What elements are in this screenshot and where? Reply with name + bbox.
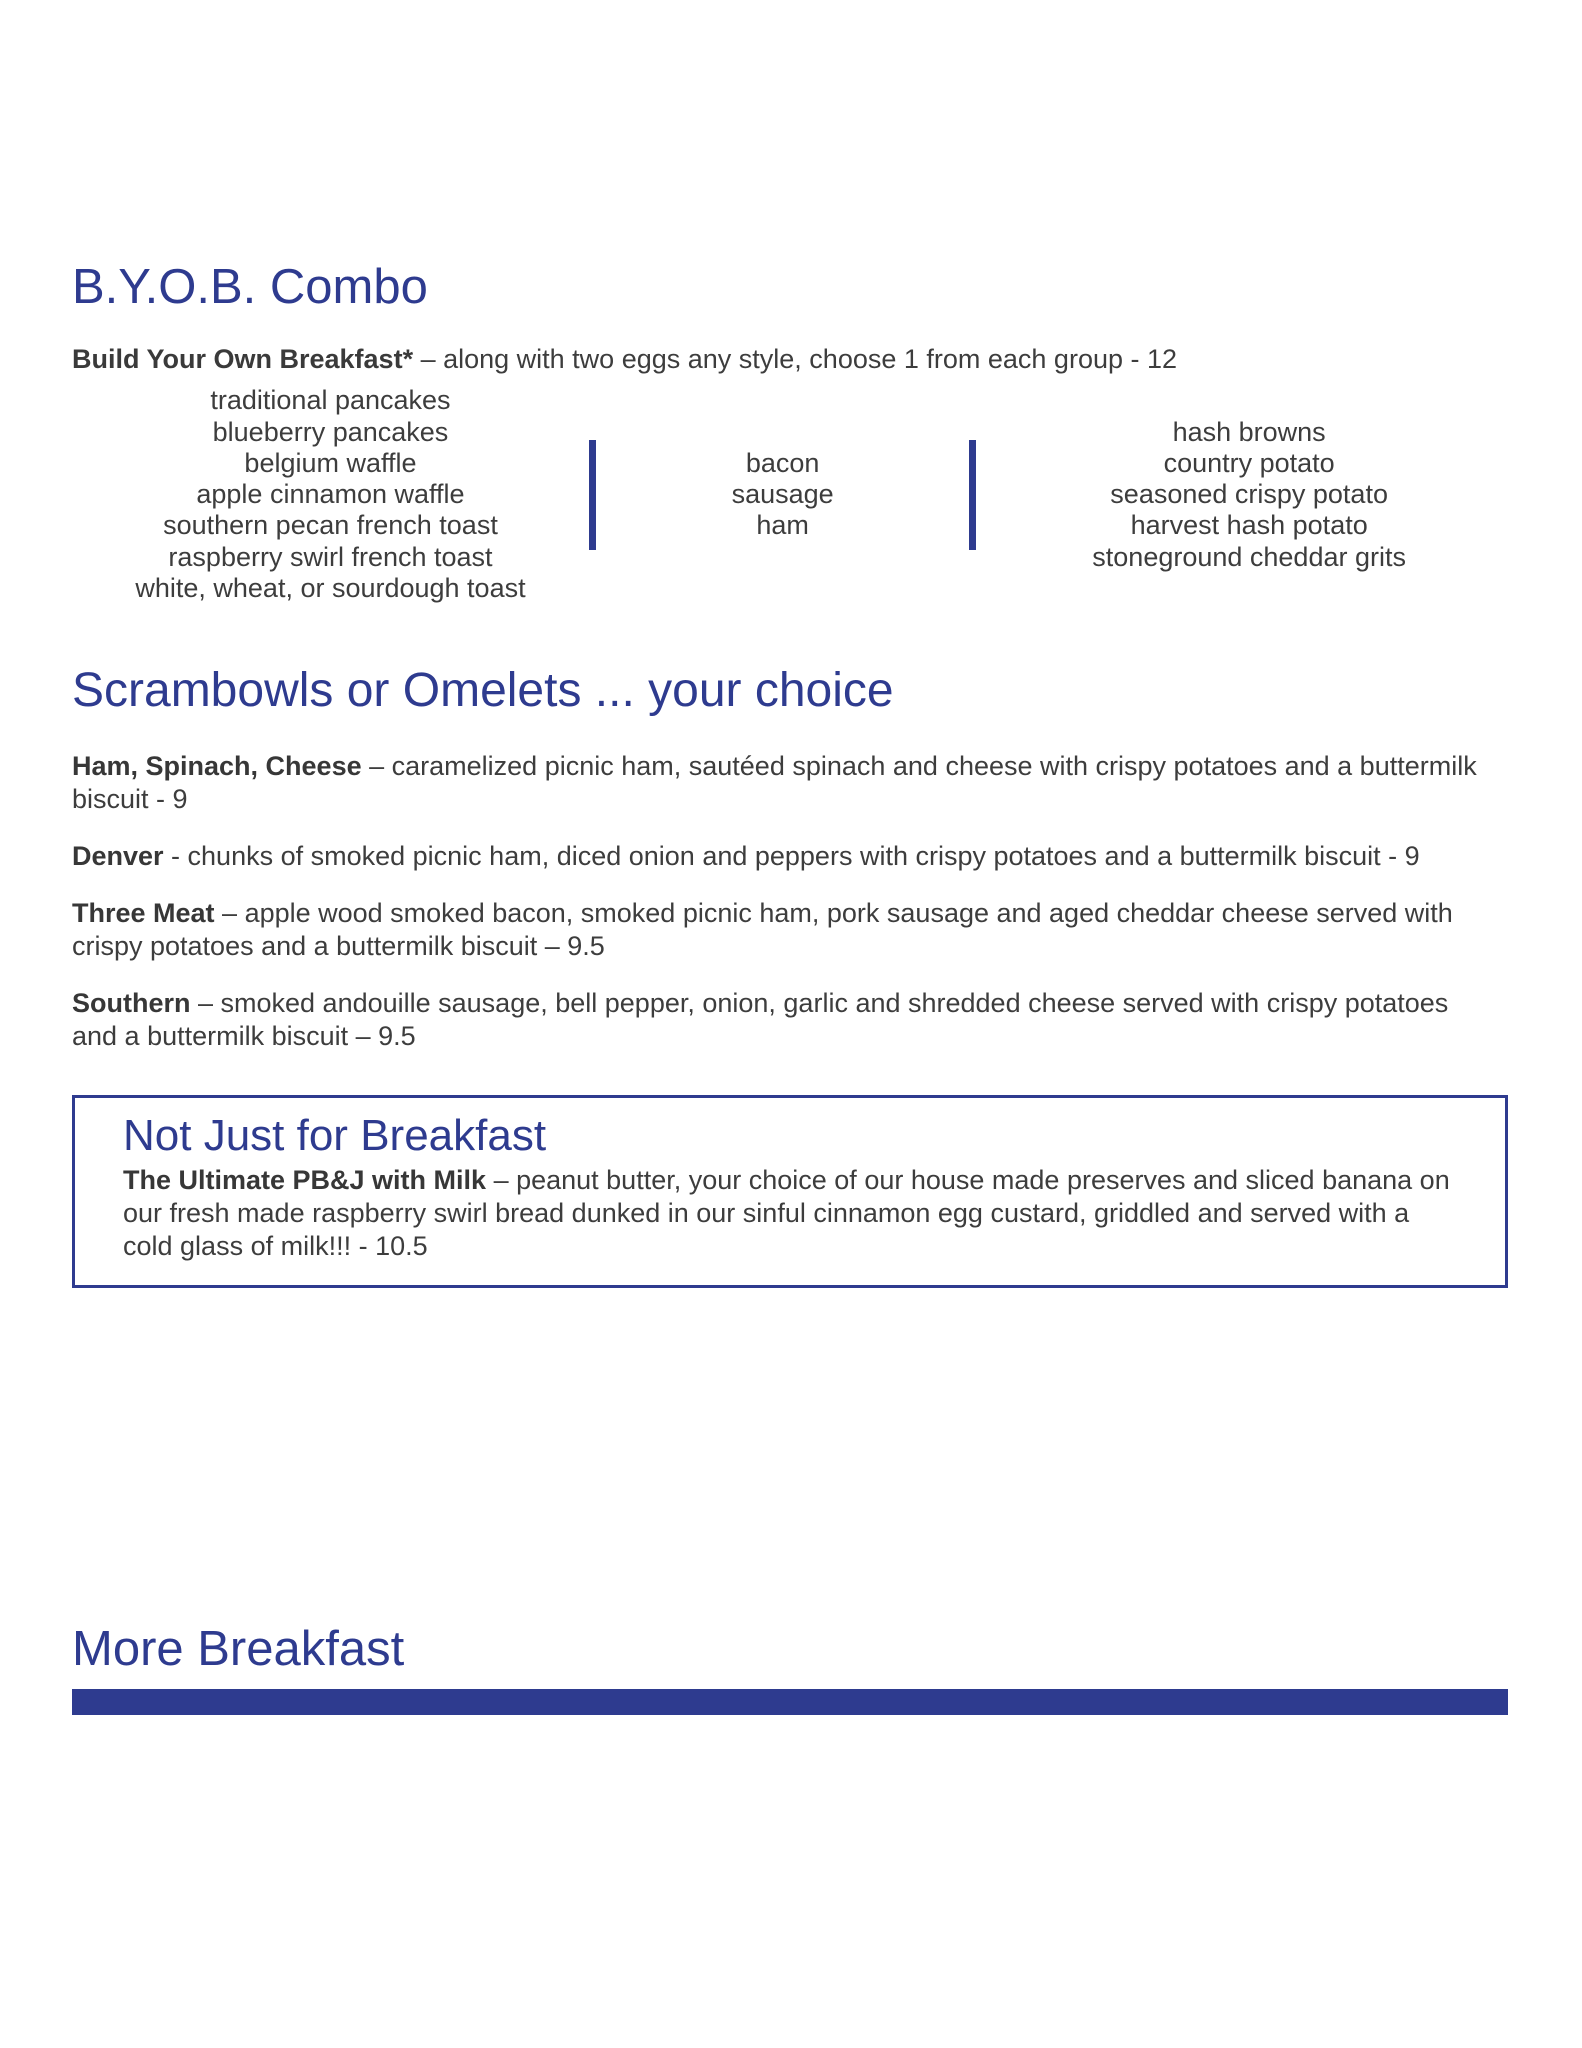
byob-combo-title: B.Y.O.B. Combo [72, 260, 428, 314]
byob-option: hash browns [1172, 416, 1326, 447]
byob-option: apple cinnamon waffle [196, 479, 465, 510]
byob-option: traditional pancakes [210, 385, 451, 416]
vertical-divider [589, 440, 596, 550]
byob-option: belgium waffle [244, 447, 417, 478]
menu-item-southern [72, 987, 1492, 1053]
menu-item-ultimate-pbj [123, 1164, 1453, 1263]
menu-item-name: Denver [72, 840, 164, 871]
byob-option: sausage [731, 479, 834, 510]
byob-option: raspberry swirl french toast [168, 541, 493, 572]
byob-group-meats [596, 448, 969, 542]
vertical-divider [969, 440, 976, 550]
byob-option: ham [756, 510, 809, 541]
scrambowls-title: Scrambowls or Omelets ... your choice [72, 664, 894, 718]
section-scrambowls [72, 662, 1508, 1052]
not-just-for-breakfast-title: Not Just for Breakfast [123, 1110, 547, 1160]
not-just-for-breakfast-box [72, 1095, 1508, 1289]
menu-item-name: The Ultimate PB&J with Milk [123, 1165, 487, 1196]
byob-option: white, wheat, or sourdough toast [135, 573, 526, 604]
menu-item-ham-spinach-cheese [72, 750, 1492, 816]
menu-item-denver [72, 840, 1492, 873]
byob-intro-name: Build Your Own Breakfast* [72, 343, 414, 374]
section-byob-combo [72, 258, 1508, 604]
byob-option: stoneground cheddar grits [1092, 541, 1406, 572]
menu-item-name: Southern [72, 987, 191, 1018]
menu-item-description: – caramelized picnic ham, sautéed spinach and cheese with crispy potatoes and a buttermilk biscuit - 9 [72, 750, 1477, 814]
menu-item-name: Three Meat [72, 897, 215, 928]
menu-item-name: Ham, Spinach, Cheese [72, 750, 362, 781]
byob-option: blueberry pancakes [212, 416, 449, 447]
more-breakfast-title: More Breakfast [72, 1622, 405, 1677]
section-divider-bar [72, 1689, 1508, 1715]
section-more-breakfast [72, 1620, 1508, 1715]
byob-option-groups [72, 385, 1508, 604]
menu-item-description: – apple wood smoked bacon, smoked picnic ham, pork sausage and aged cheddar cheese served with crispy potatoes and a buttermilk biscuit – 9.5 [72, 897, 1453, 961]
menu-item-three-meat [72, 897, 1492, 963]
byob-group-breads [72, 385, 589, 604]
byob-intro-description: – along with two eggs any style, choose 1 from each group - 12 [413, 343, 1178, 374]
menu-item-description: - chunks of smoked picnic ham, diced onion and peppers with crispy potatoes and a buttermilk biscuit - 9 [163, 840, 1420, 871]
byob-option: bacon [745, 447, 820, 478]
byob-group-sides [976, 417, 1522, 574]
byob-option: harvest hash potato [1130, 510, 1368, 541]
menu-item-description: – smoked andouille sausage, bell pepper, onion, garlic and shredded cheese served with crispy potatoes and a buttermilk biscuit – 9.5 [72, 987, 1449, 1051]
byob-option: southern pecan french toast [163, 510, 498, 541]
menu-item-description: – peanut butter, your choice of our house made preserves and sliced banana on our fresh made raspberry swirl bread dunked in our sinful cinnamon egg custard, griddled and served with a cold glass of milk!!! - 10.5 [123, 1165, 1450, 1262]
byob-option: seasoned crispy potato [1110, 479, 1388, 510]
byob-intro [72, 343, 1508, 375]
byob-option: country potato [1163, 447, 1335, 478]
